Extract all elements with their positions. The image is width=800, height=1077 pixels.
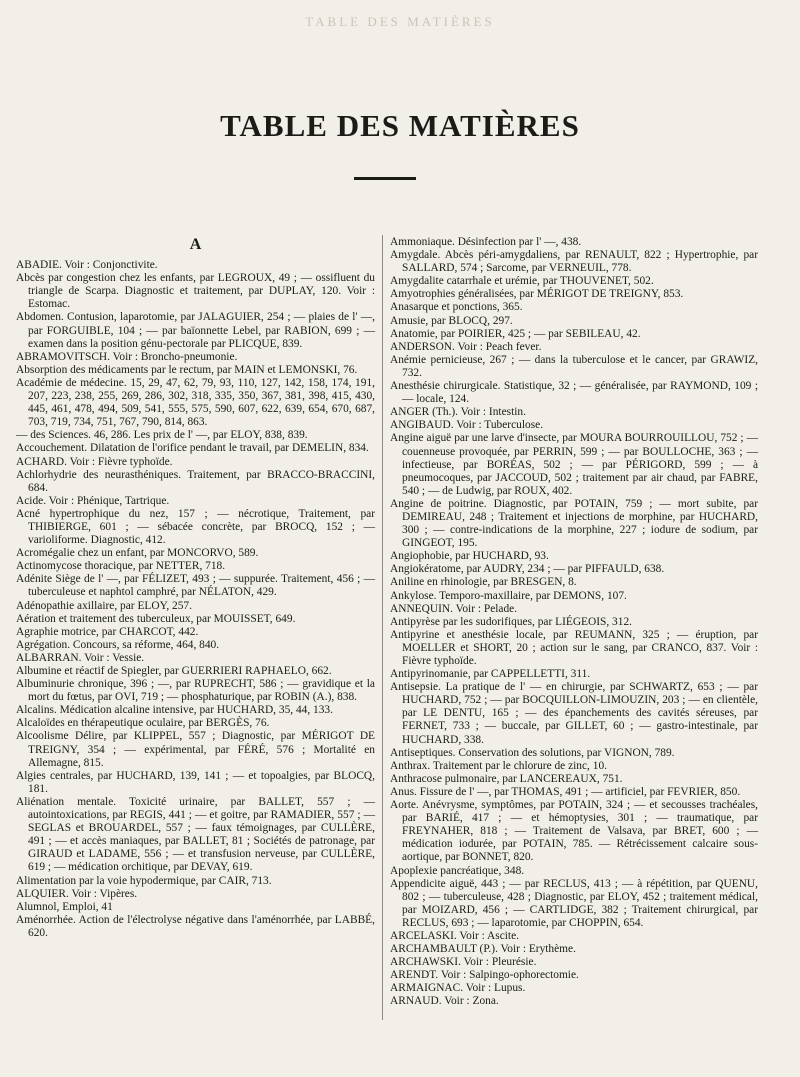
index-entry: Angine de poitrine. Diagnostic, par POTAIN, 759 ; — mort subite, par DEMIREAU, 248 ; Traitement et injections de morphine, par HUCHARD, 300 ; — contre-indications de la morphine, 227 ; iodure de sodium, par GINGEOT, 195. [390,497,758,550]
index-entry: Antipyrèse par les sudorifiques, par LIÉGEOIS, 312. [390,615,632,628]
index-entry: Ankylose. Temporo-maxillaire, par DEMONS, 107. [390,589,627,602]
index-entry: Alcaloïdes en thérapeutique oculaire, par BERGÈS, 76. [16,717,270,730]
index-entry: Antisepsie. La pratique de l' — en chirurgie, par SCHWARTZ, 653 ; — par HUCHARD, 752 ; — par BOCQUILLON-LIMOUZIN, 203 ; — en clientèle, par LE DENTU, 165 ; — des épanchements des cavités séreuses, par FERNET, 733 ; — buccale, par GILLET, 60 ; — gastro-intestinale, par HUCHARD, 338. [390,681,758,746]
index-entry: ANGIBAUD. Voir : Tuberculose. [390,419,544,432]
index-entry: ARCELASKI. Voir : Ascite. [390,929,519,942]
index-entry: Ammoniaque. Désinfection par l' —, 438. [390,236,582,248]
index-entry: Aorte. Anévrysme, symptômes, par POTAIN, 324 ; — et secousses trachéales, par BARIÉ, 417 ; — et hémoptysies, 301 ; — traumatique, par FREYNAHER, 818 ; — Traitement de Valsava, par BRET, 600 ; — médication iodurée, par POTAIN, 785. — Rétrécissement calcaire sous-aortique, par BONNET, 820. [390,799,758,864]
bleed-through-header: TABLE DES MATIÈRES [305,14,495,29]
index-entry: Antipyrine et anesthésie locale, par REUMANN, 325 ; — éruption, par MOELLER et SHORT, 20 ; action sur le sang, par CRANCO, 837. Voir : Fièvre typhoïde. [390,628,758,667]
index-entry: Amygdale. Abcès péri-amygdaliens, par RENAULT, 822 ; Hypertrophie, par SALLARD, 574 ; Sarcome, par VERNEUIL, 778. [390,249,758,275]
index-entry: Actinomycose thoracique, par NETTER, 718. [16,560,226,573]
index-entry: ANGER (Th.). Voir : Intestin. [390,406,526,419]
index-entry: Anesthésie chirurgicale. Statistique, 32 ; — généralisée, par RAYMOND, 109 ; — locale, 124. [390,380,758,406]
page-title: TABLE DES MATIÈRES [220,108,580,143]
index-entry: Abdomen. Contusion, laparotomie, par JALAGUIER, 254 ; — plaies de l' —, par FORGUIBLE, 104 ; — par baïonnette Lebel, par RABION, 699 ; — examen dans la position génu-pectorale par PLICQUE, 839. [16,311,375,350]
index-entry: Amyotrophies généralisées, par MÉRIGOT DE TREIGNY, 853. [390,288,684,301]
index-entry: Absorption des médicaments par le rectum, par MAIN et LEMONSKI, 76. [16,363,358,376]
index-entry: Antipyrinomanie, par CAPPELLETTI, 311. [390,668,591,681]
index-entry: Acné hypertrophique du nez, 157 ; — nécrotique, Traitement, par THIBIERGE, 601 ; — sébacée concrète, par BROCQ, 152 ; — varioliforme. Diagnostic, 412. [16,507,375,547]
index-entry: Alcalins. Médication alcaline intensive, par HUCHARD, 35, 44, 133. [16,704,333,717]
index-entry: Angiokératome, par AUDRY, 234 ; — par PIFFAULD, 638. [390,563,665,576]
index-entry: Anus. Fissure de l' —, par THOMAS, 491 ; — artificiel, par FEVRIER, 850. [390,785,741,798]
index-entry: ABADIE. Voir : Conjonctivite. [16,259,158,272]
index-entry: Adénopathie axillaire, par ELOY, 257. [16,599,192,612]
index-entry: Amusie, par BLOCQ, 297. [390,314,513,327]
index-entry: ARCHAWSKI. Voir : Pleurésie. [390,956,537,969]
index-entry: Aniline en rhinologie, par BRESGEN, 8. [390,576,577,589]
index-entry: ACHARD. Voir : Fièvre typhoïde. [16,455,173,468]
index-entry: Aliénation mentale. Toxicité urinaire, par BALLET, 557 ; — autointoxications, par REGIS, 441 ; — et goitre, par RAMADIER, 557 ; — SEGLAS et BROUARDEL, 557 ; — faux témoignages, par CULLÈRE, 491 ; — et accès maniaques, par BALLET, 81 ; Sociétés de patronage, par GIRAUD et LADAME, 556 ; — et transfusion nerveuse, par CULLÈRE, 619 ; — médication orchitique, par DEVAY, 619. [16,795,375,874]
column-divider [382,235,383,1020]
left-entry-list [16,259,375,940]
index-entry: Aération et traitement des tuberculeux, par MOUISSET, 649. [16,612,296,625]
title-rule [354,177,416,180]
right-column [390,236,758,1009]
index-entry: Agrégation. Concours, sa réforme, 464, 840. [16,638,220,651]
index-entry: Accouchement. Dilatation de l'orifice pendant le travail, par DEMELIN, 834. [16,442,369,455]
index-entry: ABRAMOVITSCH. Voir : Broncho-pneumonie. [16,350,238,363]
index-entry: Apoplexie pancréatique, 348. [390,864,525,877]
index-entry: — des Sciences. 46, 286. Les prix de l' —, par ELOY, 838, 839. [16,429,308,442]
index-entry: ALQUIER. Voir : Vipères. [16,887,138,900]
index-entry: ARCHAMBAULT (P.). Voir : Erythème. [390,943,576,956]
index-entry: ARMAIGNAC. Voir : Lupus. [390,982,526,995]
index-entry: Agraphie motrice, par CHARCOT, 442. [16,625,199,638]
index-entry: Alcoolisme Délire, par KLIPPEL, 557 ; Diagnostic, par MÉRIGOT DE TREIGNY, 354 ; — expérimental, par FÉRÉ, 576 ; Mortalité en Allemagne, 815. [16,730,375,769]
index-entry: Amygdalite catarrhale et urémie, par THOUVENET, 502. [390,275,654,288]
index-entry: Aménorrhée. Action de l'électrolyse négative dans l'aménorrhée, par LABBÉ, 620. [16,913,375,939]
index-entry: ANNEQUIN. Voir : Pelade. [390,602,518,615]
index-entry: Appendicite aiguë, 443 ; — par RECLUS, 413 ; — à répétition, par QUENU, 802 ; — tuberculeuse, 428 ; Diagnostic, par ELOY, 452 ; traitement médical, par MOIZARD, 456 ; — CARTLIDGE, 382 ; Traitement chirurgical, par RECLUS, 693 ; — laparotomie, par CHOPPIN, 654. [390,877,758,929]
index-entry: Albuminurie chronique, 396 ; —, par RUPRECHT, 586 ; — gravidique et la mort du fœtus, par OVI, 719 ; — phosphaturique, par ROBIN (A.), 838. [16,678,375,704]
index-entry: Anthracose pulmonaire, par LANCEREAUX, 751. [390,772,623,785]
index-entry: Achlorhydrie des neurasthéniques. Traitement, par BRACCO-BRACCINI, 684. [16,468,375,494]
index-entry: Algies centrales, par HUCHARD, 139, 141 ; — et topoalgies, par BLOCQ, 181. [16,769,375,795]
right-entry-list [390,236,758,1009]
index-entry: Anthrax. Traitement par le chlorure de zinc, 10. [390,759,607,772]
index-entry: Académie de médecine. 15, 29, 47, 62, 79, 93, 110, 127, 142, 158, 174, 191, 207, 223, 238, 255, 269, 286, 302, 318, 335, 350, 367, 381, 398, 415, 430, 445, 461, 478, 494, 509, 541, 555, 575, 590, 607, 622, 639, 654, 670, 687, 703, 719, 734, 751, 767, 790, 814, 863. [16,376,375,429]
index-entry: ARENDT. Voir : Salpingo-ophorectomie. [390,969,579,982]
index-entry: Antiseptiques. Conservation des solutions, par VIGNON, 789. [390,746,675,759]
index-entry: Anatomie, par POIRIER, 425 ; — par SEBILEAU, 42. [390,327,641,340]
index-entry: Angine aiguë par une larve d'insecte, par MOURA BOURROUILLOU, 752 ; — couenneuse provoquée, par PERRIN, 599 ; — par BOULLOCHE, 363 ; — infectieuse, par BORÉAS, 502 ; — par PÉRIGORD, 599 ; — à pneumocoques, par JACCOUD, 502 ; traitement par air chaud, par FABRE, 540 ; — de Ludwig, par ROUX, 402. [390,432,758,497]
index-entry: Alumnol, Emploi, 41 [16,900,113,913]
index-entry: Adénite Siège de l' —, par FÉLIZET, 493 ; — suppurée. Traitement, 456 ; — tuberculeuse et naphtol camphré, par NÉLATON, 429. [16,573,375,599]
index-entry: Alimentation par la voie hypodermique, par CAIR, 713. [16,874,272,887]
index-entry: Anasarque et ponctions, 365. [390,301,523,314]
left-column [16,232,375,940]
index-entry: Acromégalie chez un enfant, par MONCORVO, 589. [16,547,259,560]
index-entry: Abcès par congestion chez les enfants, par LEGROUX, 49 ; — ossifluent du triangle de Scarpa. Diagnostic et traitement, par DUPLAY, 120. Voir : Estomac. [16,272,375,311]
section-letter: A [189,236,202,253]
index-entry: Acide. Voir : Phénique, Tartrique. [16,494,170,507]
index-entry: ARNAUD. Voir : Zona. [390,995,499,1008]
index-entry: Angiophobie, par HUCHARD, 93. [390,550,549,563]
index-entry: ALBARRAN. Voir : Vessie. [16,651,145,664]
index-entry: Anémie pernicieuse, 267 ; — dans la tuberculose et le cancer, par GRAWIZ, 732. [390,353,758,379]
index-entry: Albumine et réactif de Spiegler, par GUERRIERI RAPHAELO, 662. [16,665,332,677]
index-entry: ANDERSON. Voir : Peach fever. [390,340,542,353]
